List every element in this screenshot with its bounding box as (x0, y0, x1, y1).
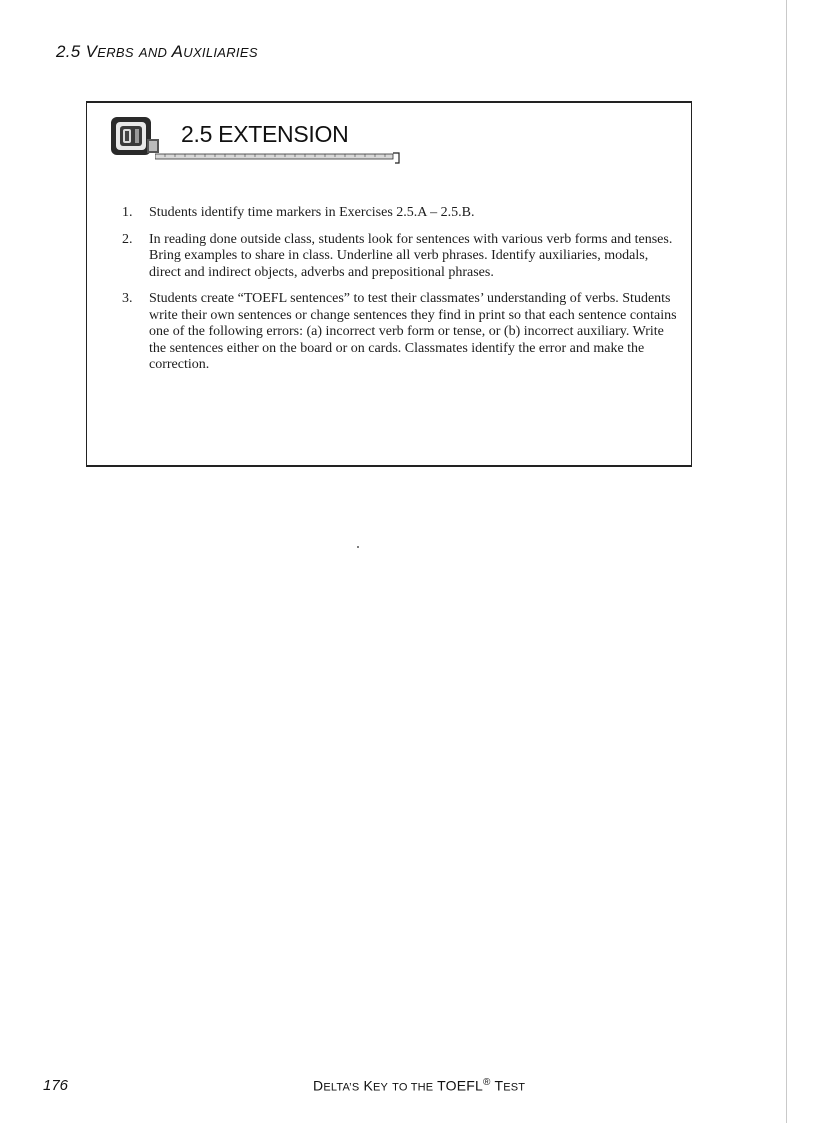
extension-box (86, 101, 692, 467)
item-text: Students create “TOEFL sentences” to test their classmates’ understanding of verbs. Students write their own sentences or change sentences they find in print so that each sentence contains one of the following errors: (a) incorrect verb form or tense, or (b) incorrect auxiliary. Write the sentences either on the board or on cards. Classmates identify the error and make the correction. (149, 291, 677, 372)
extension-list (117, 205, 677, 384)
tape-measure-icon (109, 113, 161, 159)
running-head-v: V (85, 42, 98, 61)
section-number: 2.5 (56, 42, 81, 61)
item-number: 3. (122, 291, 133, 306)
running-head (56, 42, 258, 62)
page-number: 176 (43, 1077, 69, 1094)
tape-ruler-line (155, 152, 401, 164)
registered-mark: ® (483, 1077, 491, 1088)
footer-book-title (313, 1077, 525, 1094)
footer-to-the: TO THE (392, 1081, 434, 1094)
footer-toefl: TOEFL (437, 1077, 484, 1094)
extension-header (109, 113, 409, 175)
scan-edge-line (786, 0, 787, 1123)
scan-speck (357, 546, 359, 548)
list-item (117, 291, 677, 374)
footer-key: EY (373, 1081, 389, 1094)
running-head-verbs: ERBS (97, 45, 134, 60)
running-head-and: AND (138, 45, 168, 60)
running-head-auxiliaries: UXILIARIES (183, 45, 258, 60)
item-text: In reading done outside class, students look for sentences with various verb forms and tenses. Bring examples to share in class. Underline all verb phrases. Identify auxiliaries, modals, direct and indirect objects, adverbs and prepositional phrases. (149, 231, 673, 280)
running-head-a: A (171, 42, 184, 61)
list-item (117, 232, 677, 282)
footer-k: K (363, 1077, 373, 1094)
footer-deltas: ELTA’S (323, 1081, 360, 1094)
item-number: 2. (122, 231, 133, 247)
footer-d: D (313, 1077, 324, 1094)
item-number: 1. (122, 205, 133, 220)
footer-test: EST (503, 1081, 526, 1094)
footer-t: T (494, 1077, 504, 1094)
item-text: Students identify time markers in Exercises 2.5.A – 2.5.B. (149, 205, 475, 220)
list-item (117, 205, 677, 222)
extension-title: 2.5 EXTENSION (181, 121, 349, 147)
